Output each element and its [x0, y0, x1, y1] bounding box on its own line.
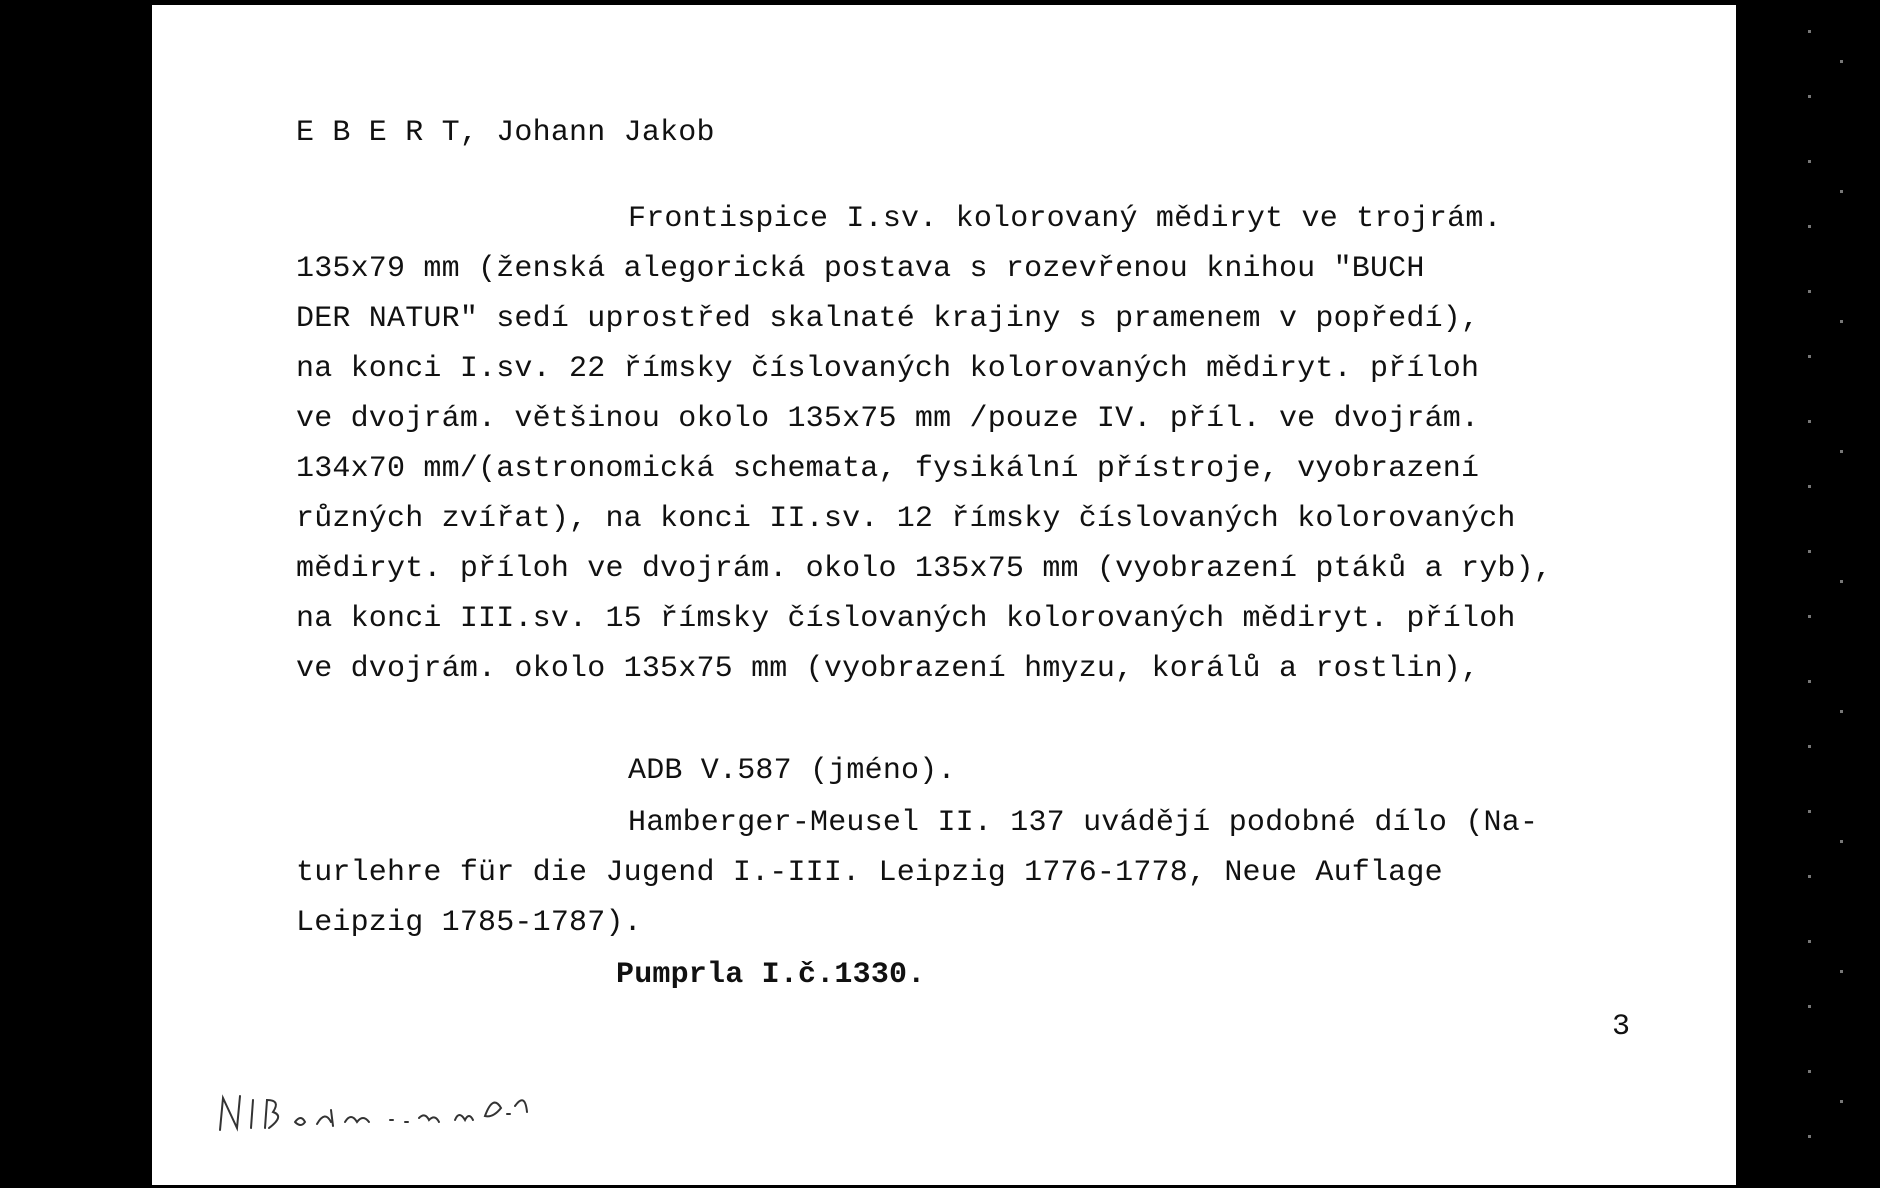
reference-pumprla: Pumprla I.č.1330.: [616, 958, 926, 992]
reference-hamberger-meusel: Hamberger-Meusel II. 137 uvádějí podobné dílo (Na-: [628, 806, 1539, 840]
description-line: Frontispice I.sv. kolorovaný mědiryt ve trojrám.: [628, 202, 1502, 236]
description-line: na konci III.sv. 15 římsky číslovaných kolorovaných mědiryt. příloh: [296, 602, 1516, 636]
description-line: 135x79 mm (ženská alegorická postava s rozevřenou knihou "BUCH: [296, 252, 1425, 286]
reference-hamberger-meusel: turlehre für die Jugend I.-III. Leipzig 1776-1778, Neue Auflage: [296, 856, 1443, 890]
description-line: ve dvojrám. okolo 135x75 mm (vyobrazení hmyzu, korálů a rostlin),: [296, 652, 1480, 686]
description-line: DER NATUR" sedí uprostřed skalnaté krajiny s pramenem v popředí),: [296, 302, 1480, 336]
description-line: různých zvířat), na konci II.sv. 12 římsky číslovaných kolorovaných: [296, 502, 1516, 536]
card-paper: [152, 5, 1736, 1185]
description-line: na konci I.sv. 22 římsky číslovaných kolorovaných mědiryt. příloh: [296, 352, 1480, 386]
card-heading: E B E R T, Johann Jakob: [296, 116, 715, 150]
page-number: 3: [1612, 1010, 1631, 1044]
description-line: mědiryt. příloh ve dvojrám. okolo 135x75 mm (vyobrazení ptáků a ryb),: [296, 552, 1553, 586]
description-line: ve dvojrám. většinou okolo 135x75 mm /pouze IV. příl. ve dvojrám.: [296, 402, 1480, 436]
description-line: 134x70 mm/(astronomická schemata, fysikální přístroje, vyobrazení: [296, 452, 1480, 486]
reference-adb: ADB V.587 (jméno).: [628, 754, 956, 788]
scan-edge-marks: [1800, 0, 1860, 1188]
reference-hamberger-meusel: Leipzig 1785-1787).: [296, 906, 642, 940]
handwritten-note: [215, 1070, 635, 1140]
